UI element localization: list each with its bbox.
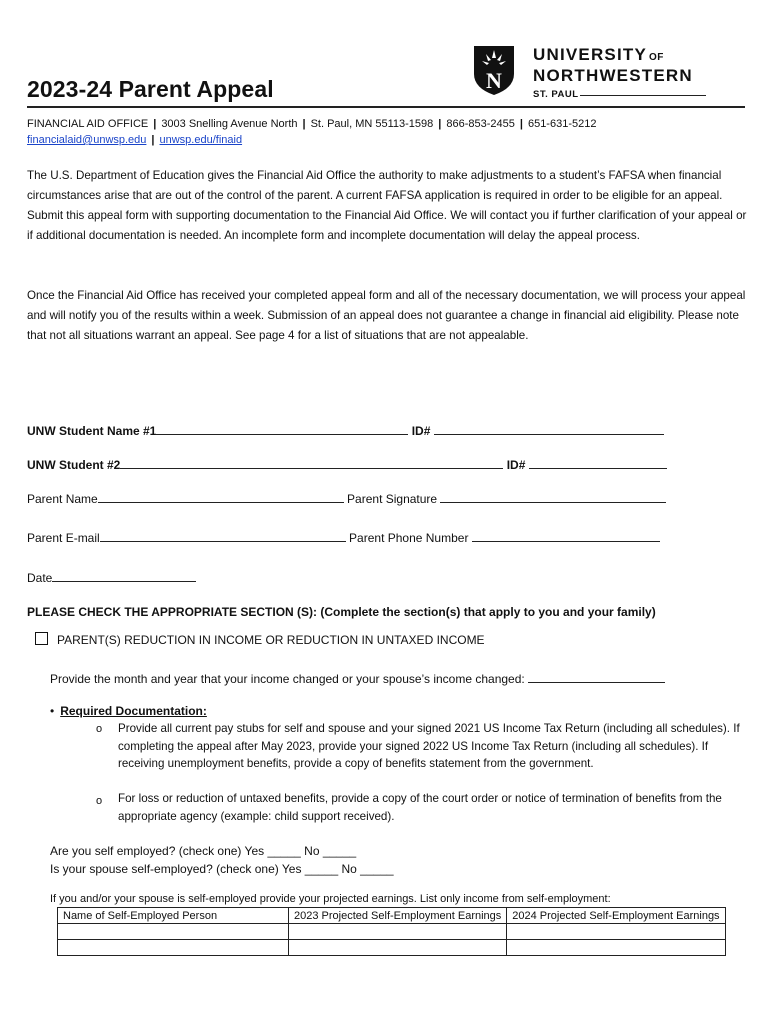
office-city: St. Paul, MN 55113-1598 bbox=[310, 118, 434, 130]
logo-st-paul: ST. PAUL bbox=[533, 89, 579, 100]
section-heading: PLEASE CHECK THE APPROPRIATE SECTION (S): (Complete the section(s) that apply to you and your family) bbox=[27, 605, 656, 619]
logo-rule bbox=[580, 95, 706, 96]
date-input[interactable] bbox=[52, 569, 196, 582]
self-employed-question: Are you self employed? (check one) Yes _____ No _____ bbox=[50, 844, 357, 858]
required-doc-item-2: For loss or reduction of untaxed benefits, provide a copy of the court order or notice of termination of benefits from the appropriate agency (example: child support received). bbox=[118, 792, 722, 823]
table-header-name: Name of Self-Employed Person bbox=[58, 908, 289, 924]
income-change-question: Provide the month and year that your income changed or your spouse’s income changed: bbox=[50, 672, 525, 686]
parent-phone-label: Parent Phone Number bbox=[349, 531, 469, 545]
parent-name-row bbox=[27, 490, 666, 506]
student2-id-input[interactable] bbox=[529, 456, 667, 469]
date-row bbox=[27, 569, 196, 585]
parent-signature-input[interactable] bbox=[440, 490, 666, 503]
office-phone-2: 651-631-5212 bbox=[527, 118, 597, 130]
student1-row bbox=[27, 422, 664, 438]
parent-email-input[interactable] bbox=[100, 529, 346, 542]
required-doc-heading: • Required Documentation: bbox=[50, 704, 207, 718]
section1-label: PARENT(S) REDUCTION IN INCOME OR REDUCTION IN UNTAXED INCOME bbox=[57, 633, 485, 647]
student2-label: UNW Student #2 bbox=[27, 458, 121, 472]
header-rule bbox=[27, 106, 745, 108]
page-title: 2023-24 Parent Appeal bbox=[27, 76, 274, 102]
parent-phone-input[interactable] bbox=[472, 529, 660, 542]
table-cell[interactable] bbox=[289, 940, 507, 956]
process-paragraph: Once the Financial Aid Office has received your completed appeal form and all of the necessary documentation, we will process your appeal and will notify you of the results within a week. Submission of an appeal does not guarantee a change in financial aid eligibility. Please note that not all situations warrant an appeal. See page 4 for a list of situations that are not appealable. bbox=[27, 289, 746, 342]
table-cell[interactable] bbox=[58, 924, 289, 940]
earnings-table bbox=[57, 907, 726, 956]
table-cell[interactable] bbox=[507, 924, 725, 940]
contact-info: FINANCIAL AID OFFICE | 3003 Snelling Avenue North | St. Paul, MN 55113-1598 | 866-853-2455 | 651-631-5212 financialaid@unwsp.edu | unwsp.edu/finaid bbox=[27, 118, 597, 146]
student1-label: UNW Student Name #1 bbox=[27, 424, 157, 438]
income-change-row bbox=[50, 670, 665, 686]
parent-email-label: Parent E-mail bbox=[27, 531, 100, 545]
income-change-date-input[interactable] bbox=[528, 670, 665, 683]
id1-label: ID# bbox=[411, 424, 431, 438]
student1-id-input[interactable] bbox=[434, 422, 664, 435]
parent-name-label: Parent Name bbox=[27, 492, 98, 506]
earnings-table-note: If you and/or your spouse is self-employed provide your projected earnings. List only income from self-employment: bbox=[50, 893, 611, 905]
crest-n-icon bbox=[472, 44, 516, 101]
section1-checkbox[interactable] bbox=[35, 632, 48, 645]
intro-paragraph: The U.S. Department of Education gives the Financial Aid Office the authority to make adjustments to a student’s FAFSA when financial circumstances arise that are out of the control of the parent. A current FAFSA application is required in order to be eligible for an appeal. Submit this appeal form with supporting documentation to the Financial Aid Office. We will contact you if further clarification of your appeal or if additional documentation is needed. An incomplete form and incomplete documentation will delay the appeal process. bbox=[27, 169, 747, 242]
email-link[interactable]: financialaid@unwsp.edu bbox=[27, 134, 147, 146]
office-name: FINANCIAL AID OFFICE bbox=[27, 118, 149, 130]
logo-northwestern: NORTHWESTERN bbox=[533, 66, 693, 85]
table-header-row bbox=[58, 908, 726, 924]
table-header-2023: 2023 Projected Self-Employment Earnings bbox=[289, 908, 507, 924]
parent-name-input[interactable] bbox=[98, 490, 344, 503]
id2-label: ID# bbox=[506, 458, 526, 472]
table-cell[interactable] bbox=[507, 940, 725, 956]
parent-contact-row bbox=[27, 529, 660, 545]
svg-text:N: N bbox=[486, 68, 502, 93]
required-doc-label: Required Documentation: bbox=[60, 704, 207, 718]
table-cell[interactable] bbox=[58, 940, 289, 956]
table-cell[interactable] bbox=[289, 924, 507, 940]
required-doc-item-1: Provide all current pay stubs for self and spouse and your signed 2021 US Income Tax Return (including all schedules). If completing the appeal after May 2023, provide your signed 2022 US Income Tax Return (including all schedules). If receiving unemployment benefits, provide a copy of benefits statement from the government. bbox=[118, 722, 740, 770]
logo-university: UNIVERSITY OF bbox=[533, 45, 664, 64]
student2-row bbox=[27, 456, 667, 472]
office-address: 3003 Snelling Avenue North bbox=[161, 118, 298, 130]
parent-signature-label: Parent Signature bbox=[347, 492, 438, 506]
sub-bullet-2: o bbox=[96, 795, 103, 807]
website-link[interactable]: unwsp.edu/finaid bbox=[159, 134, 243, 146]
sub-bullet-1: o bbox=[96, 723, 103, 735]
student2-name-input[interactable] bbox=[120, 456, 503, 469]
date-label: Date bbox=[27, 571, 53, 585]
office-phone-1: 866-853-2455 bbox=[446, 118, 515, 130]
table-row bbox=[58, 924, 726, 940]
table-row bbox=[58, 940, 726, 956]
student1-name-input[interactable] bbox=[156, 422, 408, 435]
spouse-employed-question: Is your spouse self-employed? (check one) Yes _____ No _____ bbox=[50, 862, 394, 876]
table-header-2024: 2024 Projected Self-Employment Earnings bbox=[507, 908, 725, 924]
